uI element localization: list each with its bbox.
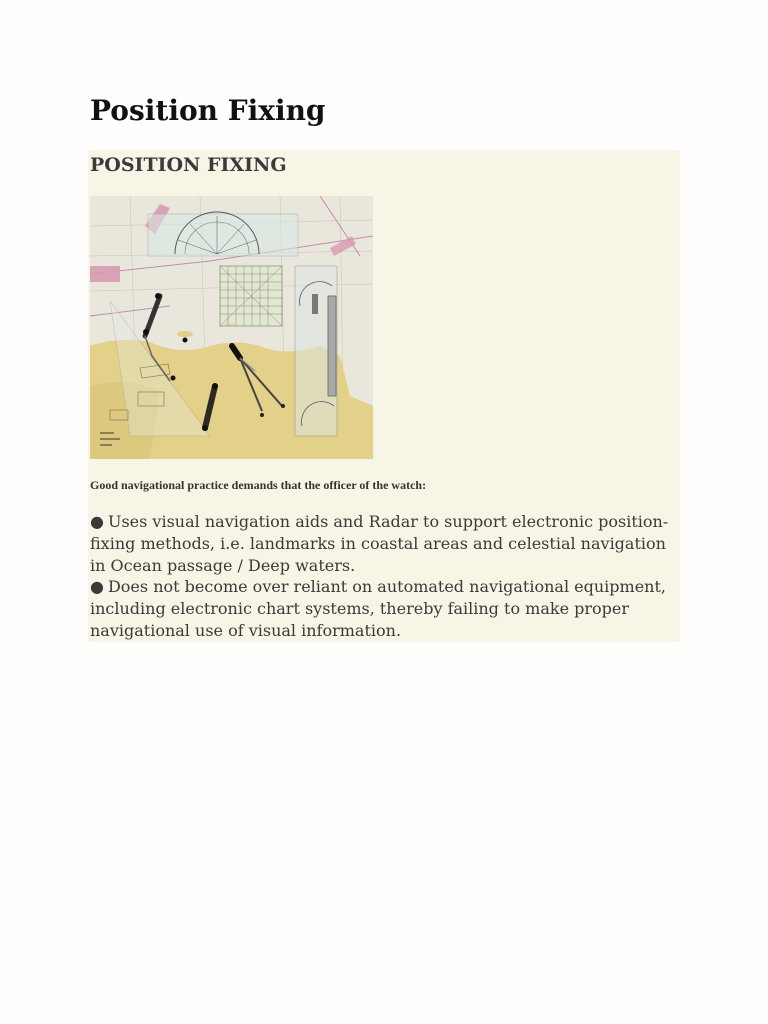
page-title: Position Fixing	[90, 94, 326, 127]
list-item	[90, 511, 678, 576]
list-item	[90, 576, 678, 641]
bullet-icon: ●	[90, 577, 104, 597]
intro-text: Good navigational practice demands that the officer of the watch:	[90, 478, 427, 492]
bullet-list	[90, 511, 678, 642]
bullet-icon: ●	[90, 512, 104, 531]
bullet-text: Does not become over reliant on automated navigational equipment, including electronic chart systems, thereby failing to make proper navigational use of visual information.	[90, 577, 666, 640]
nautical-chart-image	[90, 196, 373, 459]
section-heading: POSITION FIXING	[90, 154, 287, 176]
bullet-text: Uses visual navigation aids and Radar to support electronic position-fixing methods, i.e. landmarks in coastal areas and celestial navigation in Ocean passage / Deep waters.	[90, 512, 669, 575]
content-box	[88, 150, 680, 642]
